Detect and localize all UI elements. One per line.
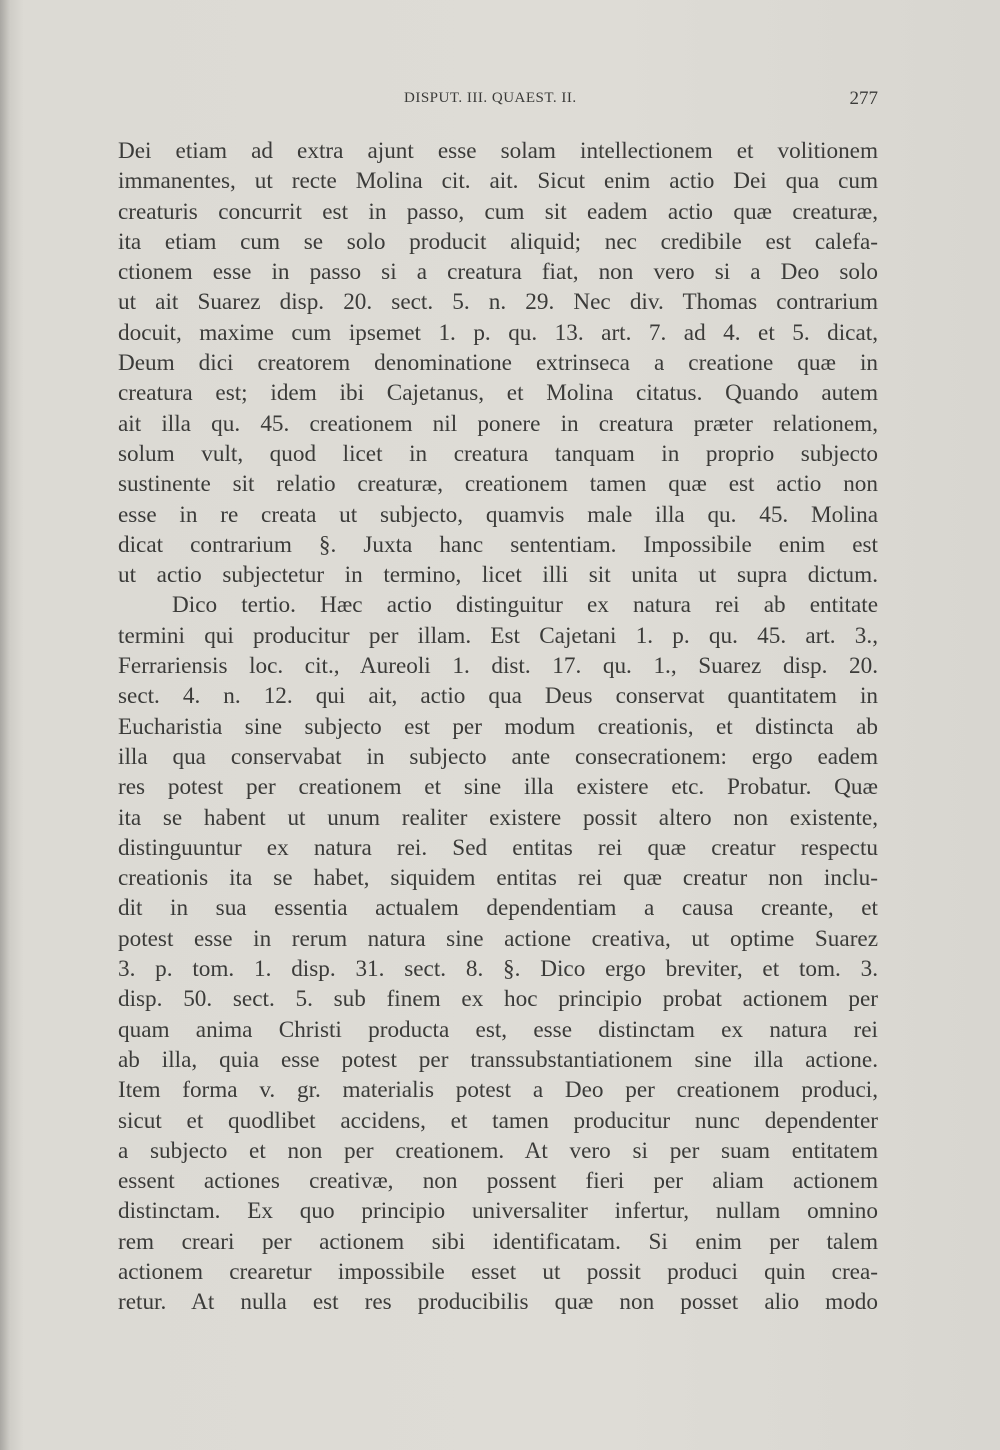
text-line: essent actiones creativæ, non possent fieri per aliam actionem bbox=[118, 1168, 878, 1195]
text-line: ita etiam cum se solo producit aliquid; nec credibile est calefa- bbox=[118, 228, 878, 255]
text-line: immanentes, ut recte Molina cit. ait. Sicut enim actio Dei qua cum bbox=[118, 168, 878, 195]
body-text bbox=[118, 136, 878, 1318]
text-line: Item forma v. gr. materialis potest a Deo per creationem produci, bbox=[118, 1077, 878, 1104]
text-line: Eucharistia sine subjecto est per modum creationis, et distincta ab bbox=[118, 713, 878, 740]
running-title: DISPUT. III. QUAEST. II. bbox=[404, 90, 577, 106]
text-line: creatura est; idem ibi Cajetanus, et Molina citatus. Quando autem bbox=[118, 380, 878, 407]
text-line: actionem crearetur impossibile esset ut possit produci quin crea- bbox=[118, 1258, 878, 1285]
text-line: disp. 50. sect. 5. sub finem ex hoc principio probat actionem per bbox=[118, 986, 878, 1013]
text-line: sicut et quodlibet accidens, et tamen producitur nunc dependenter bbox=[118, 1107, 878, 1134]
text-line: sustinente sit relatio creaturæ, creationem tamen quæ est actio non bbox=[118, 471, 878, 498]
text-line: ut ait Suarez disp. 20. sect. 5. n. 29. Nec div. Thomas contrarium bbox=[118, 289, 878, 316]
text-line: esse in re creata ut subjecto, quamvis male illa qu. 45. Molina bbox=[118, 501, 878, 528]
text-line: ait illa qu. 45. creationem nil ponere in creatura præter relationem, bbox=[118, 410, 878, 437]
text-line: docuit, maxime cum ipsemet 1. p. qu. 13. art. 7. ad 4. et 5. dicat, bbox=[118, 319, 878, 346]
page-number: 277 bbox=[849, 88, 878, 109]
text-line: ita se habent ut unum realiter existere possit altero non existente, bbox=[118, 804, 878, 831]
text-line: 3. p. tom. 1. disp. 31. sect. 8. §. Dico ergo breviter, et tom. 3. bbox=[118, 956, 878, 983]
text-line: ctionem esse in passo si a creatura fiat, non vero si a Deo solo bbox=[118, 259, 878, 286]
text-line: distinctam. Ex quo principio universaliter infertur, nullam omnino bbox=[118, 1198, 878, 1225]
text-line: creaturis concurrit est in passo, cum sit eadem actio quæ creaturæ, bbox=[118, 198, 878, 225]
text-line: Deum dici creatorem denominatione extrinseca a creatione quæ in bbox=[118, 350, 878, 377]
text-line: dicat contrarium §. Juxta hanc sententiam. Impossibile enim est bbox=[118, 531, 878, 558]
text-line: Dei etiam ad extra ajunt esse solam intellectionem et volitionem bbox=[118, 138, 878, 164]
text-line: illa qua conservabat in subjecto ante consecrationem: ergo eadem bbox=[118, 743, 878, 770]
paragraph-first-line: Dico tertio. Hæc actio distinguitur ex natura rei ab entitate bbox=[172, 592, 878, 619]
text-line: sect. 4. n. 12. qui ait, actio qua Deus conservat quantitatem in bbox=[118, 683, 878, 710]
text-line: distinguuntur ex natura rei. Sed entitas rei quæ creatur respectu bbox=[118, 834, 878, 861]
text-line: Ferrariensis loc. cit., Aureoli 1. dist. 17. qu. 1., Suarez disp. 20. bbox=[118, 653, 878, 680]
text-line: creationis ita se habet, siquidem entitas rei quæ creatur non inclu- bbox=[118, 865, 878, 892]
text-line: retur. At nulla est res producibilis quæ non posset alio modo bbox=[118, 1289, 878, 1316]
text-line: solum vult, quod licet in creatura tanquam in proprio subjecto bbox=[118, 440, 878, 467]
text-line: res potest per creationem et sine illa existere etc. Probatur. Quæ bbox=[118, 774, 878, 801]
text-line: potest esse in rerum natura sine actione creativa, ut optime Suarez bbox=[118, 925, 878, 952]
text-line: rem creari per actionem sibi identificatam. Si enim per talem bbox=[118, 1228, 878, 1255]
text-line: quam anima Christi producta est, esse distinctam ex natura rei bbox=[118, 1016, 878, 1043]
text-line: termini qui producitur per illam. Est Cajetani 1. p. qu. 45. art. 3., bbox=[118, 622, 878, 649]
text-line: a subjecto et non per creationem. At vero si per suam entitatem bbox=[118, 1137, 878, 1164]
text-line: ab illa, quia esse potest per transsubstantiationem sine illa actione. bbox=[118, 1046, 878, 1073]
text-line: ut actio subjectetur in termino, licet illi sit unita ut supra dictum. bbox=[118, 562, 878, 589]
page-header bbox=[118, 88, 878, 114]
text-line: dit in sua essentia actualem dependentiam a causa creante, et bbox=[118, 895, 878, 922]
